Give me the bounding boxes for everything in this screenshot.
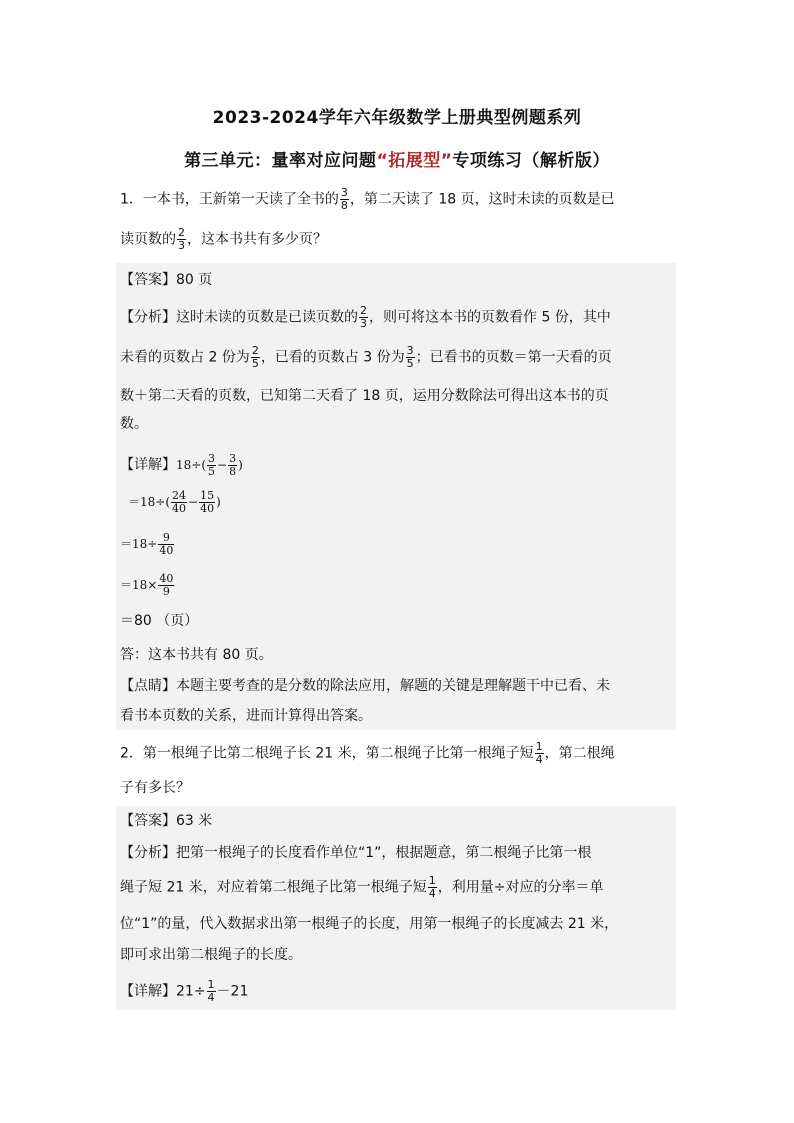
q2-analysis-fraction: $\frac{1}{4}$ [428,874,436,900]
q1-detail-line-5: ＝80 （页） [120,613,199,629]
q1-text: ，这本书共有多少页？ [187,231,327,248]
q1-analysis-line-4: 数。 [120,416,148,432]
q2-line-2: 子有多长？ [120,780,190,796]
q1-note-line-1: 【点睛】本题主要考查的是分数的除法应用，解题的关键是理解题干中已看、未 [120,678,610,694]
q1-analysis-line-1: 【分析】这时未读的页数是已读页数的 $\frac{2}{3}$ ，则可将这本书的页数看作 5 份，其中 [120,304,611,330]
q2-analysis-line-1: 【分析】把第一根绳子的长度看作单位“1”，根据题意，第二根绳子比第一根 [120,845,592,861]
q1-detail-line-1: 【详解】18÷( $\frac{3}{5}$ − $\frac{3}{8}$ ) [120,452,243,478]
q1-answer: 【答案】80 页 [120,272,213,288]
subtitle-part-a: 第三单元：量率对应问题 [184,151,377,171]
q1-detail-line-3: ＝18÷ $\frac{9}{40}$ [120,531,174,557]
q1-analysis-fraction: $\frac{2}{5}$ [251,344,259,370]
q1-fraction-1: $\frac{3}{8}$ [340,186,348,212]
q1-text: ，第二天读了 18 页，这时未读的页数是已 [349,191,615,208]
q1-note-line-2: 看书本页数的关系，进而计算得出答案。 [120,708,372,724]
q1-analysis-line-2: 未看的页数占 2 份为 $\frac{2}{5}$ ，已看的页数占 3 份为 $\frac{3}{5}$ ；已看书的页数＝第一天看的页 [120,344,612,370]
q1-detail-line-2: ＝18÷( $\frac{24}{40}$ − $\frac{15}{40}$ ) [128,489,221,515]
q2-analysis-line-4: 即可求出第二根绳子的长度。 [120,947,302,963]
q1-text: 1．一本书，王新第一天读了全书的 [120,191,339,208]
q2-analysis-line-2: 绳子短 21 米，对应着第二根绳子比第一根绳子短 $\frac{1}{4}$ ，利用量÷对应的分率＝单 [120,874,604,900]
q2-detail-fraction: $\frac{1}{4}$ [207,978,215,1004]
q2-analysis-line-3: 位“1”的量，代入数据求出第一根绳子的长度，用第一根绳子的长度减去 21 米， [120,916,619,932]
q2-answer: 【答案】63 米 [120,813,213,829]
q1-line-1 [120,187,615,212]
q2-fraction: $\frac{1}{4}$ [535,740,543,766]
q1-detail-line-4: ＝18× $\frac{40}{9}$ [120,572,174,598]
q1-analysis-fraction: $\frac{2}{3}$ [360,304,367,330]
q1-analysis-line-3: 数＋第二天看的页数，已知第二天看了 18 页，运用分数除法可得出这本书的页 [120,388,609,404]
q2-line-1: 2．第一根绳子比第二根绳子长 21 米，第二根绳子比第一根绳子短 $\frac{1}{4}$ ，第二根绳 [120,740,615,766]
q2-detail-line-1: 【详解】21÷ $\frac{1}{4}$ －21 [120,978,249,1004]
q1-text: 读页数的 [120,231,176,248]
q1-line-2 [120,227,327,252]
q1-reply: 答：这本书共有 80 页。 [120,647,273,663]
subtitle-part-b: 专项练习（解析版） [452,151,610,171]
document-subtitle [0,146,794,171]
subtitle-highlight: “拓展型” [376,151,453,171]
q1-fraction-2: $\frac{2}{3}$ [178,226,185,252]
document-title: 2023-2024学年六年级数学上册典型例题系列 [212,108,582,128]
q1-analysis-fraction: $\frac{3}{5}$ [406,344,414,370]
